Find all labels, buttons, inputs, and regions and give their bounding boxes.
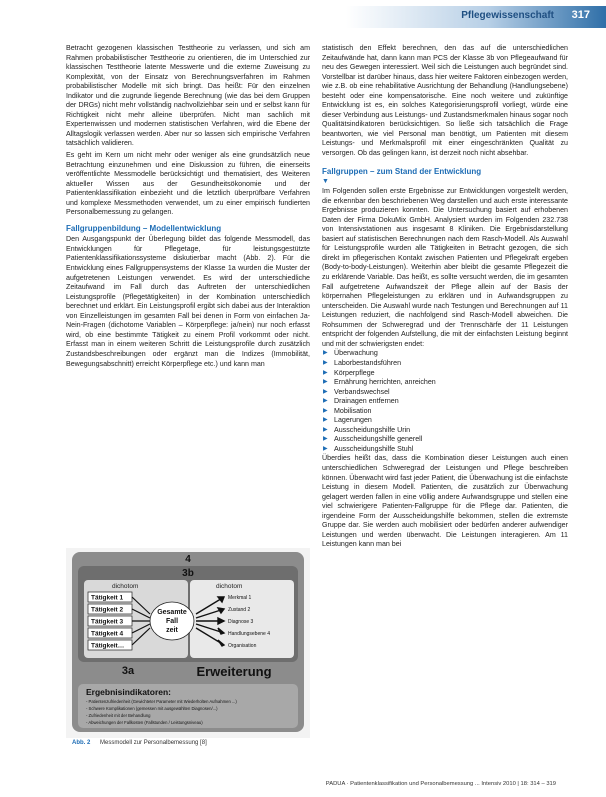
activity-label: Tätigkeit… [91,642,125,650]
caption-label: Abb. 2 [72,740,91,746]
list-item: ▶ Lagerungen [322,416,568,426]
indicator-item: - Patientenzufriedenheit (Gewichteter Parameter mit Wiederholten Aufnahmen ...) [86,699,237,704]
figure-caption [72,740,207,746]
list-item: ▶ Laborbestandsführen [322,359,568,369]
activity-label: Tätigkeit 1 [91,594,124,602]
indicator-item: - Zufriedenheit mit der Behandlung [86,713,151,718]
list-item: ▶ Ausscheidungshilfe Urin [322,426,568,436]
label-4: 4 [185,554,191,565]
indicator-item: - Abweichungen der Fallkosten (Fallstunden / Leistungsniveau) [86,720,203,725]
list-item: ▶ Mobilisation [322,407,568,417]
page-number: 317 [571,9,590,21]
outcome-label: Handlungsebene 4 [228,631,270,637]
caption-text: Messmodell zur Personalbemessung [8] [100,740,207,746]
label-3b: 3b [182,568,194,579]
outcome-label: Diagnose 3 [228,619,254,625]
page-header [0,0,606,34]
section-heading: Fallgruppenbildung – Modellentwicklung [66,223,222,233]
paragraph: Es geht im Kern um nicht mehr oder weniger als eine grundsätzlich neue Betrachtung einzunehmen und eine Diskussion zu führen, die einerseits veröffentlichte Messmodelle berücksichtigt und thematisiert, des Weiteren aktueller Wissen aus der Gesundheitsökonomie und der Patientenklassifikation einbezieht und die letztlich überprüfbare Verfahren und komplexe Messmethoden verwendet, um zu einer empirisch fundierten Personalbemessung zu gelangen. [66,151,310,217]
list-item: ▶ Körperpflege [322,369,568,379]
section-heading: Fallgruppen – zum Stand der Entwicklung [322,166,482,176]
activity-label: Tätigkeit 3 [91,618,124,626]
activity-label: Tätigkeit 2 [91,606,124,614]
indicator-item: - Schwere Komplikationen (gemessen mit ausgewählten Diagnosen/...) [86,706,218,711]
label-3a: 3a [121,665,135,677]
right-column [322,44,568,550]
list-item: ▶ Ernährung herrichten, anreichen [322,378,568,388]
left-column [66,44,310,369]
page-footer: PADUA · Patientenklassifikation und Personalbemessung ... Intensiv 2010 | 18: 314 – 319 [325,781,556,787]
list-item: ▶ Ausscheidungshilfe Stuhl [322,445,568,455]
activity-label: Tätigkeit 4 [91,630,124,638]
outcome-label: Zustand 2 [228,607,251,613]
journal-section-title: Pflegewissenschaft [461,10,554,21]
paragraph: Den Ausgangspunkt der Überlegung bildet das folgende Messmodell, das Entwicklungen für Pflegetage, für leistungsgestützte Patientenklassifikationssysteme diskutierbar macht (Abb. 2). Für die Entwicklung eines Fallgruppensystems der Klasse 1a wurden die Muster der aufgetretenen Leistungen verwendet. Es wird der unterschiedliche Zeitaufwand im Fall durch das Auftreten der unterschiedlichen Leistungsprofile (Pflegetätigkeiten) in der Kombination unterschiedlich berechnet und erklärt. Ein Leistungsprofil ergibt sich dabei aus der Interaktion von Einzelleistungen im gesamten Fall bei denen in Form von einfachen Ja-Nein-Fragen (dichotome Variablen – Körperpflege: ja/nein) nur noch erfasst wird, ob eine bestimmte Tätigkeit zu einem Profil vorkommt oder nicht. Erfasst man in einem weiteren Schritt die Leistungsprofile durch zusätzlich Zustandsbeschreibungen oder ergänzt man die Indizes (Immobilität, Bewegungsabschnitt) erreicht Körperpflege etc.) und kann man [66,235,310,368]
center-label: Gesamte [157,609,187,616]
center-label: zeit [166,627,178,634]
label-dichotom-right: dichotom [216,583,243,590]
list-item: ▶ Überwachung [322,349,568,359]
outcome-label: Merkmal 1 [228,595,252,601]
center-label: Fall [165,618,179,625]
figure-measurement-model [66,548,310,738]
paragraph: Überdies heißt das, dass die Kombination dieser Leistungen auch einen unterschiedlichen Schweregrad der Leistungen und Pflege beschreiben können. Überwacht wird fast jeder Patient, die Überwachung ist die einfachste Leistung in diesem Modell. Patienten, die zusätzlich zur Überwachung gelagert werden fallen in eine völlig andere Aufwandsgruppe und stellen eine viel schwierigere Patienten-Fallgruppe für die Pflege dar. Patienten, die irgendeine Form der Ausscheidungshilfe bekommen, stellen die extremste Gruppe dar. Sie werden auch mobilisiert oder bedürfen anderer aufwendiger Leistungen und werden überwacht. Die Leistungen interagieren. Am 11 Leistungen kann man bei [322,454,568,549]
paragraph: statistisch den Effekt berechnen, den das auf die unterschiedlichen Zeitaufwände hat, dann kann man PCS der Klasse 3b von Pflegeaufwand für neu des Gewegen interessiert. Weil sich die Leistungen auch begründet sind. Vorstellbar ist darüber hinaus, dass hier weitere Faktoren einbezogen werden, wie z.B. ob eine rehabilitative Ausrichtung der Behandlung (Handlungsebene) besteht oder eine kompensatorische. Eine noch weitere und zukünftige Entwicklung ist es, ein solches Kategorisierungsprofil vorliegt, würde eine dieser Verbindung aus Leistungs- und Zustandsmerkmalen hinaus sogar noch Qualitätsindikatoren berücksichtigen. So ließe sich tatsächlich die Frage beantworten, wie viel Personal man benötigt, um Patienten mit diesem Leistungs- und Merkmalsprofil mit einer eingeschränkten Qualität zu versorgen. Ob das gelingen kann, ist derzeit noch nicht absehbar. [322,44,568,158]
list-item: ▶ Drainagen entfernen [322,397,568,407]
triangle-icon: ▼ [322,178,329,186]
list-item: ▶ Ausscheidungshilfe generell [322,435,568,445]
label-erweiterung: Erweiterung [196,664,272,679]
label-dichotom-left: dichotom [112,583,139,590]
outcome-label: Organisation [228,643,257,649]
bullet-list [322,349,568,454]
model-diagram [66,548,310,738]
indicators-title: Ergebnisindikatoren: [86,687,172,697]
paragraph: Betracht gezogenen klassischen Testtheorie zu verlassen, und sich am Rahmen probabilistischer Testtheorie zu orientieren, die im Unterschied zur klassischen Testtheorie latente Messwerte und die externe Zuweisung zu Komplexität, von der Einsatz von Berechnungsverfahren im Rahmen probabilistischer Modelle mit sich bringt. Das heißt: Für den einzelnen Indikator und die zugrunde liegende Berechnung (wie das bei dem Gruppen der DRGs) nicht mehr vollständig nachvollziehbar sein und er selbst kann für Richtigkeit nicht mehr alleine überprüfen. Nicht man sachlich mit Expertenwissen und modernen statistischen Verfahren, wird die Ebene der Alltagslogik verlassen werden. Aber nur so lassen sich empirische Verfahren tatsächlich validieren. [66,44,310,148]
paragraph: Im Folgenden sollen erste Ergebnisse zur Entwicklungen vorgestellt werden, die erkennbar den beschriebenen Weg darstellen und auch erste interessante Ergebnisse produzieren konnten. Die Untersuchung basiert auf erhobenen Daten der Firma DokuMix GmbH. Analysiert wurden im Folgenden 232.738 von Intensivstationen aus insgesamt 8 Kliniken. Die Ergebnisdarstellung basiert auf statistischen Berechnungen nach dem Rasch-Modell. Als Auswahl für Leistungsprofile wurden alle Tätigkeiten in Betracht gezogen, die sich direkt im pflegerischen Kontakt zwischen Patienten und Pflegekraft ergeben (Body-to-body-Leistungen). Weiterhin aber bleibt die gesamte Pflegezeit die zu erklärende Variable. Das heißt, es sollte versucht werden, die im gesamten Fall aufgetretene Aufwandszeit der Pflege allein auf der Basis der körpernahen Pflegeleistungen zu erklären und in Aufwandsgruppen zu unterscheiden. Die Auswahl wurde nach Testungen und Berechnungen auf 11 Leistungen reduziert, die nachfolgend sind Rasch-Modell abweichen. Die Rohsummen der Schweregrad und der Trennschärfe der 11 Leistungen entspricht der folgenden Aufstellung, die mit der einfachsten Leistung beginnt und mit der schwierigsten endet: [322,187,568,348]
list-item: ▶ Verbandswechsel [322,388,568,398]
